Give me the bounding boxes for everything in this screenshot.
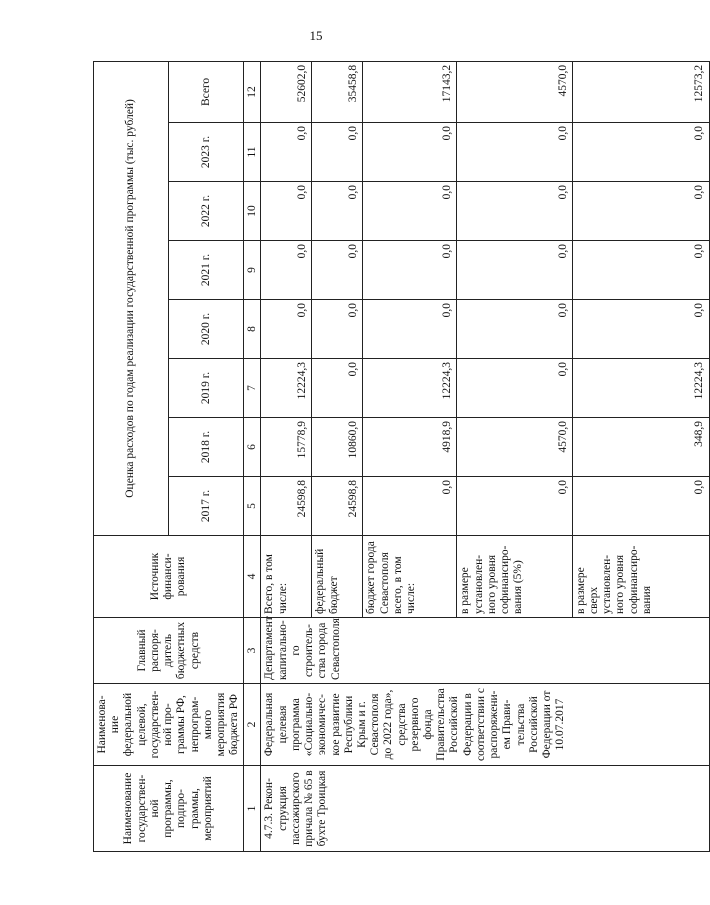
total-value-cell: 52602,0 [261,61,312,122]
column-index: 9 [244,241,261,300]
year-value-cell: 0,0 [572,123,709,182]
funding-source-cell: Всего, в том числе: [261,536,312,618]
header-year: 2023 г. [169,123,244,182]
year-value-cell: 0,0 [363,477,457,536]
header-expenditure-group: Оценка расходов по годам реализации государственной программы (тыс. рублей) [94,61,169,535]
year-value-cell: 0,0 [312,182,363,241]
year-value-cell: 0,0 [457,123,572,182]
column-index: 8 [244,300,261,359]
year-value-cell: 4570,0 [457,418,572,477]
year-value-cell: 0,0 [363,300,457,359]
header-year: 2019 г. [169,359,244,418]
funding-source-cell: в размере сверх установлен-ного уровня софинансиро-вания [572,536,709,618]
header-row-1 [94,61,169,851]
year-value-cell: 0,0 [457,359,572,418]
year-value-cell: 0,0 [261,241,312,300]
page-number: 15 [309,28,323,43]
column-index: 4 [244,536,261,618]
year-value-cell: 0,0 [363,182,457,241]
year-value-cell: 0,0 [363,241,457,300]
total-value-cell: 17143,2 [363,61,457,122]
year-value-cell: 0,0 [572,182,709,241]
year-value-cell: 0,0 [457,300,572,359]
column-index: 1 [244,766,261,852]
year-value-cell: 12224,3 [363,359,457,418]
rotated-table-wrapper [93,62,706,852]
column-index: 3 [244,618,261,684]
column-index: 6 [244,418,261,477]
year-value-cell: 0,0 [261,123,312,182]
funding-source-cell: федеральный бюджет [312,536,363,618]
budget-manager-cell: Департамент капитально-го строитель-ства города Севастополя [261,618,709,684]
column-index: 7 [244,359,261,418]
header-program-name: Наименование государствен-ной программы, подпро-граммы, мероприятий [94,766,244,852]
year-value-cell: 0,0 [457,182,572,241]
total-value-cell: 35458,8 [312,61,363,122]
year-value-cell: 15778,9 [261,418,312,477]
program-name-cell: 4.7.3. Рекон-струкция пассажирского причала № 65 в бухте Троицкая [261,766,709,852]
header-year: 2021 г. [169,241,244,300]
column-index: 10 [244,182,261,241]
year-value-cell: 4918,9 [363,418,457,477]
year-value-cell: 348,9 [572,418,709,477]
year-value-cell: 0,0 [572,477,709,536]
year-value-cell: 0,0 [312,241,363,300]
header-total: Всего [169,61,244,122]
year-value-cell: 0,0 [572,241,709,300]
expenditure-table [93,61,710,852]
year-value-cell: 0,0 [312,300,363,359]
total-value-cell: 4570,0 [457,61,572,122]
header-year: 2022 г. [169,182,244,241]
funding-source-cell: в размере установлен-ного уровня софинансиро-вания (5%) [457,536,572,618]
year-value-cell: 12224,3 [261,359,312,418]
header-year: 2018 г. [169,418,244,477]
year-value-cell: 0,0 [312,123,363,182]
header-year: 2017 г. [169,477,244,536]
header-budget-manager: Главный распоря-дитель бюджетных средств [94,618,244,684]
year-value-cell: 0,0 [312,359,363,418]
year-value-cell: 0,0 [261,300,312,359]
year-value-cell: 0,0 [261,182,312,241]
column-index: 2 [244,684,261,766]
header-funding-source: Источник финанси-рования [94,536,244,618]
header-year: 2020 г. [169,300,244,359]
year-value-cell: 12224,3 [572,359,709,418]
year-value-cell: 0,0 [457,241,572,300]
funding-source-cell: бюджет города Севастополя всего, в том числе: [363,536,457,618]
year-value-cell: 0,0 [363,123,457,182]
column-index: 5 [244,477,261,536]
year-value-cell: 24598,8 [261,477,312,536]
column-index-row [244,61,261,851]
table-row [261,61,312,851]
column-index: 11 [244,123,261,182]
year-value-cell: 0,0 [572,300,709,359]
year-value-cell: 0,0 [457,477,572,536]
year-value-cell: 10860,0 [312,418,363,477]
column-index: 12 [244,61,261,122]
header-federal-program: Наименова-ние федеральной целевой, государствен-ной про-граммы РФ, непрограм-много мероприятия бюджета РФ [94,684,244,766]
total-value-cell: 12573,2 [572,61,709,122]
federal-program-cell: Федеральная целевая программа «Социально-экономичес-кое развитие Республики Крым и г. Севастополя до 2022 года», средства резервного фонда Правительства Российской Федерации в соответствии с распоряжени-ем Прави-тельства Российской Федерации от 10.07.2017 [261,684,709,766]
year-value-cell: 24598,8 [312,477,363,536]
